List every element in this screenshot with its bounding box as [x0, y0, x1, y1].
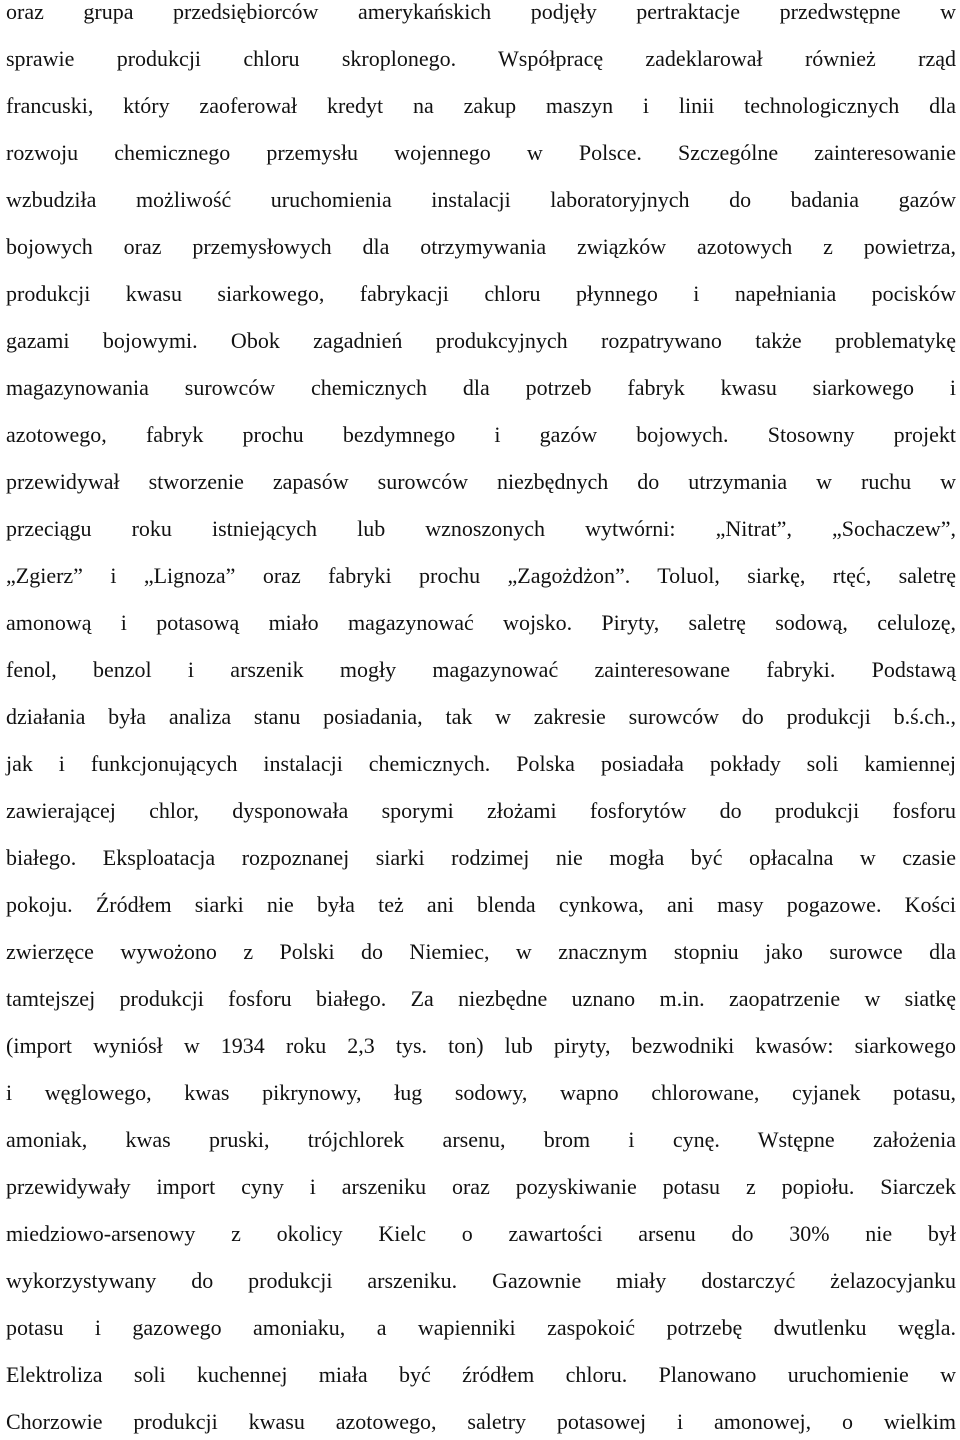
text-line: Elektroliza soli kuchennej miała być źródłem chloru. Planowano uruchomienie w	[6, 1362, 956, 1387]
text-line: wykorzystywany do produkcji arszeniku. Gazownie miały dostarczyć żelazocyjanku	[6, 1268, 956, 1293]
text-line: i węglowego, kwas pikrynowy, ług sodowy, wapno chlorowane, cyjanek potasu,	[6, 1080, 956, 1105]
text-line: (import wyniósł w 1934 roku 2,3 tys. ton) lub piryty, bezwodniki kwasów: siarkowego	[6, 1033, 956, 1058]
text-line: rozwoju chemicznego przemysłu wojennego w Polsce. Szczególne zainteresowanie	[6, 140, 956, 165]
text-line: produkcji kwasu siarkowego, fabrykacji chloru płynnego i napełniania pocisków	[6, 281, 956, 306]
text-line: gazami bojowymi. Obok zagadnień produkcyjnych rozpatrywano także problematykę	[6, 328, 956, 353]
text-line: zwierzęce wywożono z Polski do Niemiec, w znacznym stopniu jako surowce dla	[6, 939, 956, 964]
text-line: przewidywał stworzenie zapasów surowców niezbędnych do utrzymania w ruchu w	[6, 469, 956, 494]
text-line: potasu i gazowego amoniaku, a wapienniki zaspokoić potrzebę dwutlenku węgla.	[6, 1315, 956, 1340]
text-line: białego. Eksploatacja rozpoznanej siarki rodzimej nie mogła być opłacalna w czasie	[6, 845, 956, 870]
text-line: „Zgierz” i „Lignoza” oraz fabryki prochu „Zagożdżon”. Toluol, siarkę, rtęć, saletrę	[6, 563, 956, 588]
text-line: oraz grupa przedsiębiorców amerykańskich podjęły pertraktacje przedwstępne w	[6, 0, 956, 24]
text-line: bojowych oraz przemysłowych dla otrzymywania związków azotowych z powietrza,	[6, 234, 956, 259]
text-line: miedziowo-arsenowy z okolicy Kielc o zawartości arsenu do 30% nie był	[6, 1221, 956, 1246]
text-line: fenol, benzol i arszenik mogły magazynować zainteresowane fabryki. Podstawą	[6, 657, 956, 682]
text-line: zawierającej chlor, dysponowała sporymi złożami fosforytów do produkcji fosforu	[6, 798, 956, 823]
text-line: francuski, który zaoferował kredyt na zakup maszyn i linii technologicznych dla	[6, 93, 956, 118]
text-line: Chorzowie produkcji kwasu azotowego, saletry potasowej i amonowej, o wielkim	[6, 1409, 956, 1434]
text-line: azotowego, fabryk prochu bezdymnego i gazów bojowych. Stosowny projekt	[6, 422, 956, 447]
text-line: amoniak, kwas pruski, trójchlorek arsenu, brom i cynę. Wstępne założenia	[6, 1127, 956, 1152]
text-line: magazynowania surowców chemicznych dla potrzeb fabryk kwasu siarkowego i	[6, 375, 956, 400]
text-line: amonową i potasową miało magazynować wojsko. Piryty, saletrę sodową, celulozę,	[6, 610, 956, 635]
text-line: pokoju. Źródłem siarki nie była też ani blenda cynkowa, ani masy pogazowe. Kości	[6, 892, 956, 917]
text-line: przewidywały import cyny i arszeniku oraz pozyskiwanie potasu z popiołu. Siarczek	[6, 1174, 956, 1199]
text-line: tamtejszej produkcji fosforu białego. Za niezbędne uznano m.in. zaopatrzenie w siatkę	[6, 986, 956, 1011]
text-line: wzbudziła możliwość uruchomienia instalacji laboratoryjnych do badania gazów	[6, 187, 956, 212]
text-line: sprawie produkcji chloru skroplonego. Współpracę zadeklarował również rząd	[6, 46, 956, 71]
text-line: przeciągu roku istniejących lub wznoszonych wytwórni: „Nitrat”, „Sochaczew”,	[6, 516, 956, 541]
text-line: działania była analiza stanu posiadania, tak w zakresie surowców do produkcji b.ś.ch.,	[6, 704, 956, 729]
text-line: jak i funkcjonujących instalacji chemicznych. Polska posiadała pokłady soli kamiennej	[6, 751, 956, 776]
